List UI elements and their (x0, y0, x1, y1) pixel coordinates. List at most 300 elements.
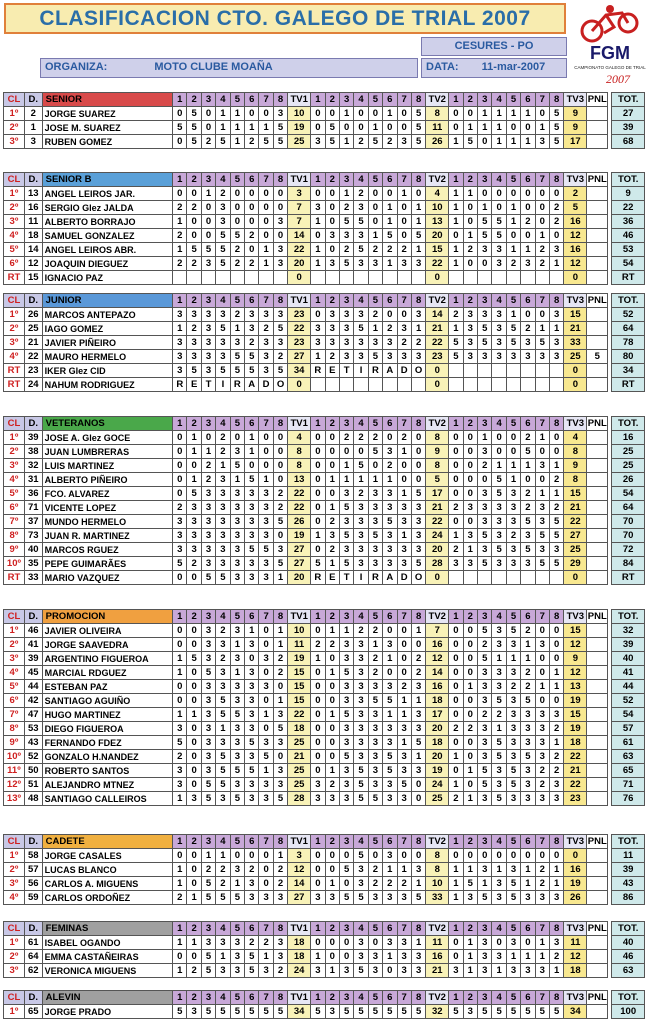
lap-total: 22 (288, 322, 311, 336)
zone-score: 0 (325, 736, 339, 750)
rank: 2º (4, 950, 25, 964)
zone-score: 0 (173, 694, 187, 708)
header-row (4, 835, 645, 849)
zone-score: 3 (187, 543, 201, 557)
zone-score: 0 (311, 708, 325, 722)
zone-score: 2 (521, 431, 535, 445)
dorsal: 45 (24, 666, 42, 680)
penalty (587, 792, 608, 806)
zone-score: 3 (259, 515, 273, 529)
zone-score: 2 (397, 243, 411, 257)
header-dorsal: D. (24, 294, 42, 308)
zone-score: 2 (245, 257, 259, 271)
rider-name: IGNACIO PAZ (42, 271, 172, 285)
zone-score: 3 (259, 350, 273, 364)
penalty (587, 487, 608, 501)
lap-total: 10 (288, 624, 311, 638)
zone-score: 0 (368, 459, 382, 473)
zone-score: 1 (478, 107, 492, 121)
zone-score: 1 (311, 950, 325, 964)
zone-score: 5 (187, 243, 201, 257)
zone-score: 2 (535, 764, 549, 778)
zone-score: 5 (339, 1005, 353, 1019)
zone-score: 3 (506, 666, 520, 680)
zone-score: 0 (354, 107, 368, 121)
lap-total: 0 (288, 271, 311, 285)
zone-score (449, 378, 463, 392)
zone-score: 3 (216, 964, 230, 978)
lap-total: 15 (564, 487, 587, 501)
zone-score: 5 (506, 1005, 520, 1019)
header-zone: 1 (449, 922, 463, 936)
header-zone: 1 (173, 417, 187, 431)
total: 16 (612, 431, 645, 445)
zone-score: 3 (173, 764, 187, 778)
header-tv2: TV2 (426, 610, 449, 624)
zone-score: 0 (311, 694, 325, 708)
zone-score: 2 (325, 515, 339, 529)
zone-score: 1 (368, 473, 382, 487)
rider-name: MARCIAL RDGUEZ (42, 666, 172, 680)
zone-score: 3 (535, 459, 549, 473)
header-zone: 6 (383, 93, 397, 107)
zone-score: 3 (173, 350, 187, 364)
venue-label: CESURES - PO (454, 40, 534, 52)
zone-score (535, 271, 549, 285)
total: 41 (612, 666, 645, 680)
zone-score: 0 (368, 849, 382, 863)
total: 72 (612, 543, 645, 557)
zone-score: 3 (325, 1005, 339, 1019)
zone-score: 1 (216, 849, 230, 863)
rider-name: JORGE CASALES (42, 849, 172, 863)
dorsal: 59 (24, 891, 42, 905)
zone-score: 0 (325, 431, 339, 445)
table-row (4, 722, 645, 736)
zone-score: 3 (311, 891, 325, 905)
zone-score: 0 (397, 229, 411, 243)
rider-name: DIEGO FIGUEROA (42, 722, 172, 736)
zone-score: 5 (259, 750, 273, 764)
table-row (4, 322, 645, 336)
rank: RT (4, 364, 25, 378)
zone-score: 3 (463, 501, 477, 515)
rider-name: SERGIO Glez JALDA (42, 201, 172, 215)
zone-score: 5 (245, 736, 259, 750)
zone-score: 1 (549, 736, 563, 750)
zone-score: 5 (463, 135, 477, 149)
header-zone: 1 (311, 294, 325, 308)
header-zone: 1 (173, 93, 187, 107)
zone-score: 0 (535, 652, 549, 666)
zone-score: 0 (478, 473, 492, 487)
zone-score: 1 (463, 950, 477, 964)
lap-total: 25 (288, 764, 311, 778)
zone-score: 3 (259, 529, 273, 543)
header-zone: 7 (259, 93, 273, 107)
zone-score: 5 (311, 1005, 325, 1019)
header-zone: 5 (230, 835, 244, 849)
lap-total: 26 (426, 135, 449, 149)
zone-score: 0 (311, 936, 325, 950)
lap-total: 21 (426, 501, 449, 515)
zone-score: 2 (549, 950, 563, 964)
zone-score: 0 (187, 694, 201, 708)
header-zone: 7 (397, 417, 411, 431)
lap-total: 27 (288, 543, 311, 557)
lap-total: 28 (288, 792, 311, 806)
total: 65 (612, 764, 645, 778)
zone-score: 3 (492, 515, 506, 529)
zone-score: 3 (273, 936, 287, 950)
organiza-value: MOTO CLUBE MOAÑA (154, 61, 273, 73)
zone-score: 2 (173, 501, 187, 515)
zone-score: 2 (245, 135, 259, 149)
zone-score: 3 (339, 543, 353, 557)
zone-score: 3 (173, 336, 187, 350)
zone-score: 5 (339, 257, 353, 271)
lap-total: 21 (564, 501, 587, 515)
table-promocion (3, 609, 645, 806)
zone-score: 3 (354, 750, 368, 764)
zone-score: 3 (201, 708, 215, 722)
zone-score: 3 (368, 950, 382, 964)
zone-score: 0 (549, 431, 563, 445)
lap-total: 13 (288, 473, 311, 487)
zone-score: 3 (478, 543, 492, 557)
lap-total: 7 (288, 201, 311, 215)
zone-score: 0 (463, 107, 477, 121)
zone-score: 5 (325, 135, 339, 149)
zone-score: 2 (216, 187, 230, 201)
zone-score: 1 (383, 950, 397, 964)
penalty (587, 543, 608, 557)
rank: 3º (4, 652, 25, 666)
table-row (4, 187, 645, 201)
header-zone: 4 (354, 173, 368, 187)
zone-score: 3 (383, 778, 397, 792)
zone-score: 1 (411, 624, 425, 638)
zone-score: 5 (397, 778, 411, 792)
zone-score: 2 (187, 257, 201, 271)
zone-score: 5 (449, 1005, 463, 1019)
zone-score: 1 (368, 121, 382, 135)
zone-score: 0 (492, 849, 506, 863)
zone-score: 3 (549, 543, 563, 557)
zone-score: 0 (201, 431, 215, 445)
zone-score: 0 (187, 187, 201, 201)
zone-score: 1 (411, 750, 425, 764)
zone-score: 1 (187, 891, 201, 905)
zone-score: 0 (259, 863, 273, 877)
zone-score: 3 (216, 487, 230, 501)
zone-score: 1 (397, 694, 411, 708)
zone-score: 3 (311, 336, 325, 350)
zone-score: 0 (259, 431, 273, 445)
zone-score: 0 (368, 201, 382, 215)
zone-score: 3 (368, 778, 382, 792)
zone-score: 3 (549, 936, 563, 950)
rank: 4º (4, 473, 25, 487)
zone-score: 1 (492, 964, 506, 978)
zone-score: 0 (463, 736, 477, 750)
zone-score: 3 (383, 350, 397, 364)
table-row (4, 515, 645, 529)
zone-score: 1 (187, 445, 201, 459)
zone-score: 3 (521, 964, 535, 978)
zone-score: 3 (216, 501, 230, 515)
lap-total: 8 (564, 445, 587, 459)
zone-score: 3 (368, 557, 382, 571)
total: 39 (612, 121, 645, 135)
header-zone: 3 (478, 294, 492, 308)
dorsal: 24 (24, 378, 42, 392)
zone-score: 3 (201, 529, 215, 543)
zone-score (478, 364, 492, 378)
zone-score: 3 (383, 445, 397, 459)
dorsal: 16 (24, 201, 42, 215)
zone-score: 0 (535, 445, 549, 459)
rider-name: SANTIAGO CALLEIROS (42, 792, 172, 806)
zone-score (549, 571, 563, 585)
zone-score: 3 (492, 336, 506, 350)
zone-score: 2 (325, 778, 339, 792)
zone-score: 1 (535, 950, 549, 964)
zone-score: 5 (201, 571, 215, 585)
zone-score: 2 (506, 680, 520, 694)
lap-total: 27 (288, 350, 311, 364)
zone-score: 3 (492, 529, 506, 543)
zone-score: 5 (521, 694, 535, 708)
lap-total: 0 (564, 378, 587, 392)
zone-score: 2 (201, 459, 215, 473)
header-zone: 6 (521, 610, 535, 624)
venue-box (421, 37, 567, 56)
penalty (587, 666, 608, 680)
zone-score: 0 (521, 187, 535, 201)
zone-score: 3 (273, 764, 287, 778)
zone-score: 2 (230, 243, 244, 257)
zone-score: 5 (478, 336, 492, 350)
zone-score: 0 (325, 215, 339, 229)
zone-score: 5 (339, 529, 353, 543)
zone-score: 3 (354, 557, 368, 571)
zone-score: 0 (187, 571, 201, 585)
zone-score (230, 271, 244, 285)
zone-score: 0 (187, 624, 201, 638)
header-row (4, 922, 645, 936)
zone-score: 3 (230, 680, 244, 694)
table-row (4, 950, 645, 964)
header-total: TOT. (612, 173, 645, 187)
zone-score: 1 (449, 877, 463, 891)
zone-score (354, 378, 368, 392)
zone-score: 3 (478, 515, 492, 529)
zone-score: 2 (273, 652, 287, 666)
total: 25 (612, 459, 645, 473)
zone-score: 3 (245, 792, 259, 806)
total: 34 (612, 364, 645, 378)
zone-score: 3 (187, 529, 201, 543)
zone-score: 0 (187, 736, 201, 750)
penalty (587, 571, 608, 585)
table-row (4, 487, 645, 501)
zone-score: 0 (463, 431, 477, 445)
table-alevin (3, 990, 645, 1019)
zone-score: 5 (273, 1005, 287, 1019)
rank: 6º (4, 501, 25, 515)
zone-score: 2 (478, 708, 492, 722)
header-zone: 7 (535, 835, 549, 849)
zone-score: 5 (245, 764, 259, 778)
zone-score: 3 (506, 964, 520, 978)
zone-score: 2 (368, 652, 382, 666)
zone-score: 5 (397, 1005, 411, 1019)
zone-score (506, 571, 520, 585)
zone-score: 3 (187, 350, 201, 364)
total: 52 (612, 694, 645, 708)
zone-score: 3 (463, 529, 477, 543)
zone-score: 1 (506, 473, 520, 487)
header-row (4, 294, 645, 308)
zone-score: 5 (216, 229, 230, 243)
zone-score: 1 (549, 487, 563, 501)
lap-total: 25 (426, 792, 449, 806)
total: 43 (612, 877, 645, 891)
header-zone: 2 (463, 294, 477, 308)
header-zone: 7 (535, 922, 549, 936)
header-zone: 3 (201, 93, 215, 107)
zone-score: 0 (354, 445, 368, 459)
zone-score: 5 (230, 1005, 244, 1019)
zone-score: 5 (492, 229, 506, 243)
zone-score: 3 (397, 515, 411, 529)
zone-score: 2 (259, 322, 273, 336)
zone-score: 5 (339, 750, 353, 764)
zone-score: 3 (201, 750, 215, 764)
lap-total: 32 (426, 1005, 449, 1019)
zone-score: 3 (230, 750, 244, 764)
lap-total: 34 (288, 364, 311, 378)
zone-score: 0 (463, 445, 477, 459)
lap-total: 16 (564, 215, 587, 229)
zone-score: 5 (201, 950, 215, 964)
lap-total: 22 (426, 515, 449, 529)
zone-score: 5 (478, 891, 492, 905)
zone-score: 3 (273, 736, 287, 750)
zone-score: 3 (521, 792, 535, 806)
table-row (4, 638, 645, 652)
zone-score: 3 (216, 350, 230, 364)
zone-score: 2 (259, 936, 273, 950)
zone-score (173, 271, 187, 285)
lap-total: 19 (564, 722, 587, 736)
header-zone: 6 (383, 991, 397, 1005)
zone-score: 3 (397, 792, 411, 806)
penalty (587, 722, 608, 736)
lap-total: 24 (426, 778, 449, 792)
table-row (4, 736, 645, 750)
zone-score: 3 (230, 964, 244, 978)
header-zone: 4 (216, 610, 230, 624)
date-value: 11-mar-2007 (481, 61, 546, 73)
zone-score: 0 (449, 515, 463, 529)
zone-score: 5 (411, 736, 425, 750)
table-row (4, 121, 645, 135)
zone-score: 5 (354, 792, 368, 806)
zone-score: 1 (506, 135, 520, 149)
zone-score: 3 (216, 336, 230, 350)
zone-score: 1 (187, 936, 201, 950)
zone-score: 0 (478, 135, 492, 149)
rider-name: ROBERTO SANTOS (42, 764, 172, 778)
zone-score (478, 378, 492, 392)
zone-score: 3 (463, 336, 477, 350)
rider-name: MAURO HERMELO (42, 350, 172, 364)
zone-score (354, 271, 368, 285)
header-cl: CL (4, 173, 25, 187)
total: 53 (612, 243, 645, 257)
zone-score: 2 (339, 431, 353, 445)
zone-score: 0 (325, 722, 339, 736)
zone-score: 2 (463, 243, 477, 257)
lap-total: 7 (288, 215, 311, 229)
rank: RT (4, 271, 25, 285)
header-zone: 4 (354, 991, 368, 1005)
zone-score: 2 (354, 487, 368, 501)
zone-score: 3 (230, 863, 244, 877)
lap-total: 23 (426, 350, 449, 364)
header-zone: 1 (173, 173, 187, 187)
lap-total: 28 (426, 557, 449, 571)
zone-score: 3 (411, 257, 425, 271)
zone-score: 0 (245, 459, 259, 473)
zone-score: 3 (383, 501, 397, 515)
zone-score: 5 (354, 459, 368, 473)
zone-score: 1 (325, 501, 339, 515)
zone-score: 0 (311, 722, 325, 736)
header-zone: 3 (339, 417, 353, 431)
zone-score: 0 (187, 229, 201, 243)
zone-score: 2 (354, 431, 368, 445)
zone-score: 1 (397, 529, 411, 543)
zone-score: 2 (411, 652, 425, 666)
zone-score: 0 (230, 187, 244, 201)
zone-score: 2 (173, 750, 187, 764)
zone-score: 1 (506, 243, 520, 257)
zone-score: 3 (354, 950, 368, 964)
zone-score: 1 (463, 964, 477, 978)
zone-score: 5 (411, 121, 425, 135)
rider-name: ALBERTO PIÑEIRO (42, 473, 172, 487)
rider-name: VICENTE LOPEZ (42, 501, 172, 515)
lap-total: 12 (564, 666, 587, 680)
header-zone: 8 (549, 922, 563, 936)
zone-score: 3 (230, 624, 244, 638)
header-zone: 8 (549, 610, 563, 624)
table-row (4, 964, 645, 978)
lap-total: 8 (426, 849, 449, 863)
zone-score: 3 (273, 215, 287, 229)
zone-score: 0 (259, 107, 273, 121)
zone-score: 5 (311, 557, 325, 571)
dorsal: 31 (24, 473, 42, 487)
total: RT (612, 378, 645, 392)
zone-score: 1 (173, 964, 187, 978)
lap-total: 22 (564, 515, 587, 529)
zone-score: 0 (311, 624, 325, 638)
zone-score: 2 (245, 229, 259, 243)
